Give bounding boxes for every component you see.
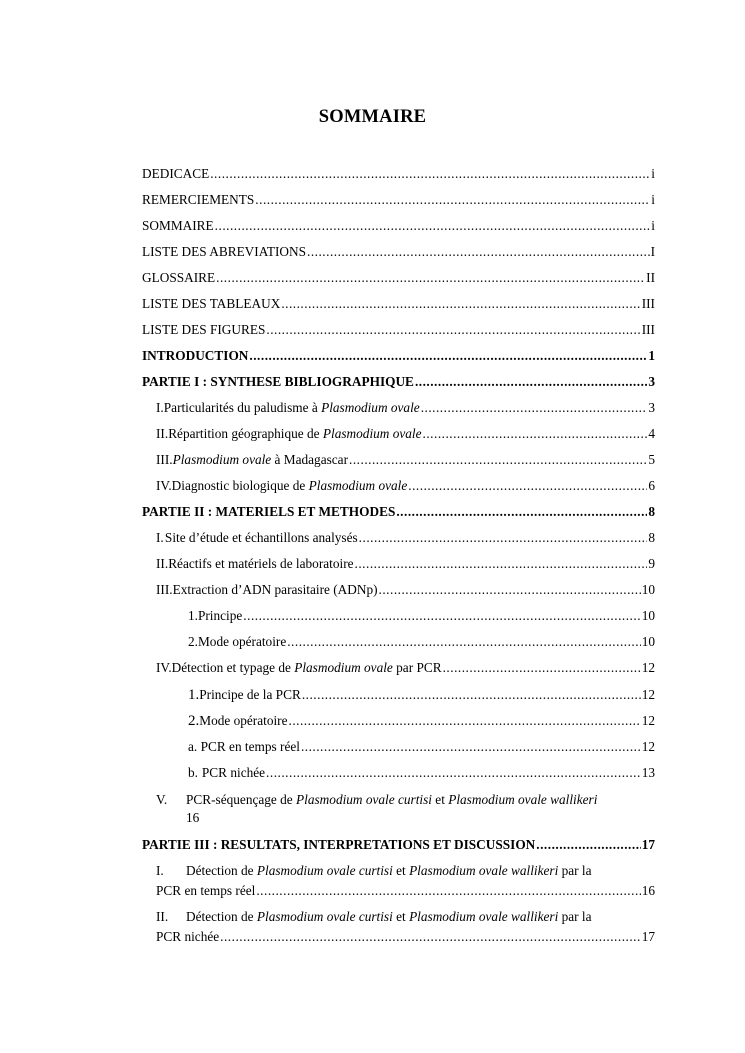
toc-entry-page: 5 xyxy=(648,452,655,467)
toc-entry-line xyxy=(156,908,592,925)
toc-entry-sommaire[interactable] xyxy=(142,217,655,234)
dot-leader xyxy=(301,738,641,755)
toc-entry-remerciements[interactable] xyxy=(142,191,655,208)
toc-entry-page: 12 xyxy=(641,739,655,754)
toc-entry-label: Plasmodium ovale à Madagascar xyxy=(172,452,349,467)
toc-entry-page: 10 xyxy=(641,582,655,597)
toc-entry-number: II. xyxy=(156,556,169,571)
dot-leader xyxy=(256,882,640,899)
toc-entry-p1-i[interactable] xyxy=(156,399,655,416)
toc-entry-page: 13 xyxy=(641,765,655,780)
dot-leader xyxy=(408,477,647,494)
toc-entry-label: DEDICACE xyxy=(142,166,210,181)
toc-entry-p2-iv-1[interactable] xyxy=(188,686,655,704)
dot-leader xyxy=(307,243,650,260)
toc-entry-page: 17 xyxy=(641,837,655,852)
dot-leader xyxy=(359,529,648,546)
toc-entry-page: 17 xyxy=(641,929,655,944)
toc-entry-page: 12 xyxy=(641,713,655,728)
toc-entry-label: Répartition géographique de Plasmodium ovale xyxy=(168,426,422,441)
toc-entry-p2-iv-2[interactable] xyxy=(188,712,655,730)
toc-entry-label: LISTE DES FIGURES xyxy=(142,322,266,337)
toc-entry-figures[interactable] xyxy=(142,321,655,338)
toc-entry-number: III. xyxy=(156,452,173,467)
toc-entry-number: V. xyxy=(156,792,168,807)
toc-entry-page: 9 xyxy=(648,556,655,571)
toc-entry-abreviations[interactable] xyxy=(142,243,655,260)
toc-entry-page: 6 xyxy=(648,478,655,493)
dot-leader xyxy=(355,555,648,572)
toc-entry-p1-ii[interactable] xyxy=(156,425,655,442)
dot-leader xyxy=(281,295,640,312)
toc-entry-page: i xyxy=(651,218,655,233)
toc-entry-number: II. xyxy=(156,909,169,924)
toc-entry-label: Mode opératoire xyxy=(197,634,287,649)
dot-leader xyxy=(255,191,650,208)
dot-leader xyxy=(220,928,641,945)
dot-leader xyxy=(266,321,640,338)
toc-entry-page: 4 xyxy=(648,426,655,441)
toc-entry-label: PARTIE III : RESULTATS, INTERPRETATIONS ET DISCUSSION xyxy=(142,837,536,852)
toc-entry-page: III xyxy=(641,296,655,311)
toc-entry-partie-1[interactable] xyxy=(142,373,655,390)
toc-entry-page: 10 xyxy=(641,608,655,623)
toc-entry-p2-iv-2a[interactable] xyxy=(188,738,655,755)
toc-entry-p2-ii[interactable] xyxy=(156,555,655,572)
toc-entry-page: 16 xyxy=(641,883,655,898)
toc-entry-label: SOMMAIRE xyxy=(142,218,214,233)
toc-entry-label: INTRODUCTION xyxy=(142,348,249,363)
toc-entry-introduction[interactable] xyxy=(142,347,655,364)
toc-entry-number: 2. xyxy=(188,634,198,649)
toc-entry-label: PCR-séquençage de Plasmodium ovale curtisi et Plasmodium ovale wallikeri xyxy=(186,792,598,807)
dot-leader xyxy=(266,764,641,781)
dot-leader xyxy=(421,399,648,416)
toc-entry-glossaire[interactable] xyxy=(142,269,655,286)
toc-entry-p2-iii-2[interactable] xyxy=(188,633,655,650)
dot-leader xyxy=(423,425,648,442)
toc-entry-partie-3[interactable] xyxy=(142,836,655,853)
toc-entry-label: REMERCIEMENTS xyxy=(142,192,255,207)
toc-entry-p2-iv[interactable] xyxy=(156,659,655,676)
toc-entry-line xyxy=(156,882,655,899)
dot-leader xyxy=(396,503,647,520)
toc-entry-number: IV. xyxy=(156,660,172,675)
toc-entry-page: i xyxy=(651,192,655,207)
toc-entry-label: Particularités du paludisme à Plasmodium ovale xyxy=(163,400,420,415)
toc-entry-label: Principe de la PCR xyxy=(199,687,301,702)
toc-entry-page: 12 xyxy=(641,687,655,702)
toc-entry-page: III xyxy=(641,322,655,337)
toc-entry-label: Site d’étude et échantillons analysés xyxy=(164,530,358,545)
toc-entry-number: IV. xyxy=(156,478,172,493)
toc-entry-number: 2. xyxy=(188,713,200,729)
toc-entry-line xyxy=(156,928,655,945)
dot-leader xyxy=(210,165,650,182)
toc-entry-label: Détection et typage de Plasmodium ovale par PCR xyxy=(171,660,442,675)
dot-leader xyxy=(536,836,640,853)
toc-entry-p1-iv[interactable] xyxy=(156,477,655,494)
toc-entry-label: Mode opératoire xyxy=(199,713,288,728)
toc-entry-page: i xyxy=(651,166,655,181)
toc-entry-label: PARTIE II : MATERIELS ET METHODES xyxy=(142,504,396,519)
dot-leader xyxy=(379,581,641,598)
toc-entry-page: II xyxy=(646,270,655,285)
toc-entry-label-cont: PCR nichée xyxy=(156,929,220,944)
toc-entry-label: Principe xyxy=(197,608,243,623)
toc-entry-label: Diagnostic biologique de Plasmodium ovale xyxy=(171,478,408,493)
toc-entry-label-cont: PCR en temps réel xyxy=(156,883,256,898)
toc-entry-label: Détection de Plasmodium ovale curtisi et Plasmodium ovale wallikeri par la xyxy=(186,863,592,878)
toc-entry-page: 16 xyxy=(186,810,200,825)
dot-leader xyxy=(243,607,640,624)
dot-leader xyxy=(287,633,640,650)
toc-entry-partie-2[interactable] xyxy=(142,503,655,520)
toc-entry-page: I xyxy=(650,244,655,259)
toc-entry-label: LISTE DES TABLEAUX xyxy=(142,296,281,311)
toc-entry-dedicace[interactable] xyxy=(142,165,655,182)
toc-entry-line xyxy=(156,862,592,879)
dot-leader xyxy=(289,712,641,729)
toc-entry-label: PCR en temps réel xyxy=(200,739,300,754)
toc-entry-number: I. xyxy=(156,863,164,878)
toc-entry-number: 1. xyxy=(188,687,200,703)
toc-entry-p2-iii-1[interactable] xyxy=(188,607,655,624)
toc-entry-label: Réactifs et matériels de laboratoire xyxy=(168,556,354,571)
toc-entry-number: I. xyxy=(156,400,164,415)
toc-entry-page: 8 xyxy=(648,530,655,545)
toc-entry-p2-iv-2b[interactable] xyxy=(188,764,655,781)
dot-leader xyxy=(215,217,651,234)
toc-entry-p2-i[interactable] xyxy=(156,529,655,546)
page-title: SOMMAIRE xyxy=(318,107,427,127)
dot-leader xyxy=(349,451,647,468)
toc-entry-number: 1. xyxy=(188,608,198,623)
toc-entry-label: PCR nichée xyxy=(201,765,266,780)
dot-leader xyxy=(415,373,647,390)
toc-entry-label: Extraction d’ADN parasitaire (ADNp) xyxy=(172,582,378,597)
toc-entry-label: PARTIE I : SYNTHESE BIBLIOGRAPHIQUE xyxy=(142,374,414,389)
toc-entry-tableaux[interactable] xyxy=(142,295,655,312)
dot-leader xyxy=(302,686,641,703)
toc-entry-line xyxy=(156,791,597,808)
toc-entry-number: III. xyxy=(156,582,173,597)
toc-entry-page: 8 xyxy=(648,504,655,519)
dot-leader xyxy=(249,347,647,364)
toc-entry-page: 10 xyxy=(641,634,655,649)
toc-entry-page: 12 xyxy=(641,660,655,675)
dot-leader xyxy=(443,659,641,676)
toc-entry-p1-iii[interactable] xyxy=(156,451,655,468)
toc-entry-label: Détection de Plasmodium ovale curtisi et Plasmodium ovale wallikeri par la xyxy=(186,909,592,924)
toc-entry-page: 3 xyxy=(648,374,655,389)
toc-entry-page: 1 xyxy=(648,348,655,363)
toc-entry-number: I. xyxy=(156,530,164,545)
toc-entry-label: GLOSSAIRE xyxy=(142,270,216,285)
toc-entry-number: a. xyxy=(188,739,198,754)
toc-entry-label: LISTE DES ABREVIATIONS xyxy=(142,244,306,259)
dot-leader xyxy=(216,269,645,286)
toc-entry-number: II. xyxy=(156,426,169,441)
toc-entry-page: 3 xyxy=(648,400,655,415)
toc-entry-p2-iii[interactable] xyxy=(156,581,655,598)
toc-entry-number: b. xyxy=(188,765,198,780)
